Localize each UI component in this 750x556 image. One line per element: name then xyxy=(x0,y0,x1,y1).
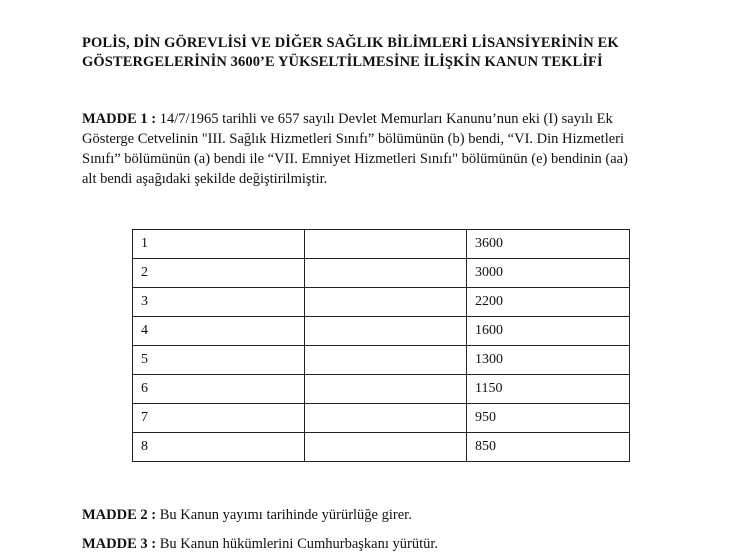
table-row xyxy=(133,375,630,404)
indicator-value-cell-text: 3600 xyxy=(475,236,503,251)
indicator-value-cell xyxy=(467,259,630,288)
degree-cell xyxy=(133,288,305,317)
article-2 xyxy=(82,507,412,524)
table-row xyxy=(133,346,630,375)
article-2-text: Bu Kanun yayımı tarihinde yürürlüğe girer. xyxy=(156,507,412,523)
article-3-text: Bu Kanun hükümlerini Cumhurbaşkanı yürütür. xyxy=(156,536,439,552)
degree-cell xyxy=(133,346,305,375)
article-1-separator: : xyxy=(147,111,160,127)
degree-cell xyxy=(133,375,305,404)
indicator-table-body xyxy=(133,230,630,462)
degree-cell xyxy=(133,404,305,433)
degree-cell xyxy=(133,317,305,346)
table-row xyxy=(133,433,630,462)
indicator-value-cell xyxy=(467,288,630,317)
empty-cell xyxy=(305,317,467,346)
degree-cell-text: 3 xyxy=(141,294,148,309)
degree-cell-text: 5 xyxy=(141,352,148,367)
table-row xyxy=(133,259,630,288)
empty-cell xyxy=(305,230,467,259)
indicator-value-cell xyxy=(467,404,630,433)
empty-cell xyxy=(305,288,467,317)
empty-cell xyxy=(305,375,467,404)
article-1 xyxy=(82,109,682,189)
article-1-line-4: alt bendi aşağıdaki şekilde değiştirilmiştir. xyxy=(82,171,328,187)
document-title xyxy=(82,34,712,72)
article-1-heading: MADDE 1 xyxy=(82,111,148,127)
degree-cell-text: 2 xyxy=(141,265,148,280)
table-row xyxy=(133,317,630,346)
indicator-value-cell-text: 950 xyxy=(475,410,496,425)
indicator-value-cell xyxy=(467,433,630,462)
article-2-heading: MADDE 2 : xyxy=(82,507,157,523)
article-3-heading: MADDE 3 : xyxy=(82,536,157,552)
degree-cell-text: 7 xyxy=(141,410,148,425)
degree-cell xyxy=(133,259,305,288)
indicator-value-cell xyxy=(467,230,630,259)
empty-cell-text xyxy=(313,346,466,350)
article-1-text-1: 14/7/1965 tarihli ve 657 sayılı Devlet Memurları Kanunu’nun eki (I) sayılı Ek xyxy=(159,111,613,127)
empty-cell-text xyxy=(313,259,466,263)
article-1-line-2: Gösterge Cetvelinin "III. Sağlık Hizmetleri Sınıfı” bölümünün (b) bendi, “VI. Din Hizmetleri xyxy=(82,131,625,147)
degree-cell xyxy=(133,433,305,462)
indicator-value-cell-text: 850 xyxy=(475,439,496,454)
table-row xyxy=(133,230,630,259)
indicator-value-cell-text: 1150 xyxy=(475,381,503,396)
empty-cell-text xyxy=(313,230,466,234)
empty-cell-text xyxy=(313,317,466,321)
indicator-value-cell xyxy=(467,375,630,404)
indicator-value-cell-text: 2200 xyxy=(475,294,503,309)
indicator-value-cell-text: 1600 xyxy=(475,323,503,338)
empty-cell-text xyxy=(313,288,466,292)
indicator-table xyxy=(132,229,630,462)
table-row xyxy=(133,404,630,433)
table-row xyxy=(133,288,630,317)
empty-cell-text xyxy=(313,404,466,408)
indicator-value-cell xyxy=(467,346,630,375)
article-1-line-3: Sınıfı” bölümünün (a) bendi ile “VII. Emniyet Hizmetleri Sınıfı" bölümünün (e) bendinin (aa) xyxy=(82,151,628,167)
title-line-2: GÖSTERGELERİNİN 3600’E YÜKSELTİLMESİNE İLİŞKİN KANUN TEKLİFİ xyxy=(82,54,603,70)
degree-cell-text: 4 xyxy=(141,323,148,338)
article-3 xyxy=(82,536,438,553)
empty-cell xyxy=(305,404,467,433)
indicator-value-cell-text: 3000 xyxy=(475,265,503,280)
title-line-1: POLİS, DİN GÖREVLİSİ VE DİĞER SAĞLIK BİLİMLERİ LİSANSİYERİNİN EK xyxy=(82,35,619,51)
empty-cell-text xyxy=(313,433,466,437)
empty-cell xyxy=(305,259,467,288)
empty-cell-text xyxy=(313,375,466,379)
degree-cell-text: 6 xyxy=(141,381,148,396)
empty-cell xyxy=(305,433,467,462)
degree-cell xyxy=(133,230,305,259)
empty-cell xyxy=(305,346,467,375)
indicator-value-cell xyxy=(467,317,630,346)
degree-cell-text: 1 xyxy=(141,236,148,251)
indicator-value-cell-text: 1300 xyxy=(475,352,503,367)
article-1-line-1 xyxy=(82,109,682,129)
degree-cell-text: 8 xyxy=(141,439,148,454)
